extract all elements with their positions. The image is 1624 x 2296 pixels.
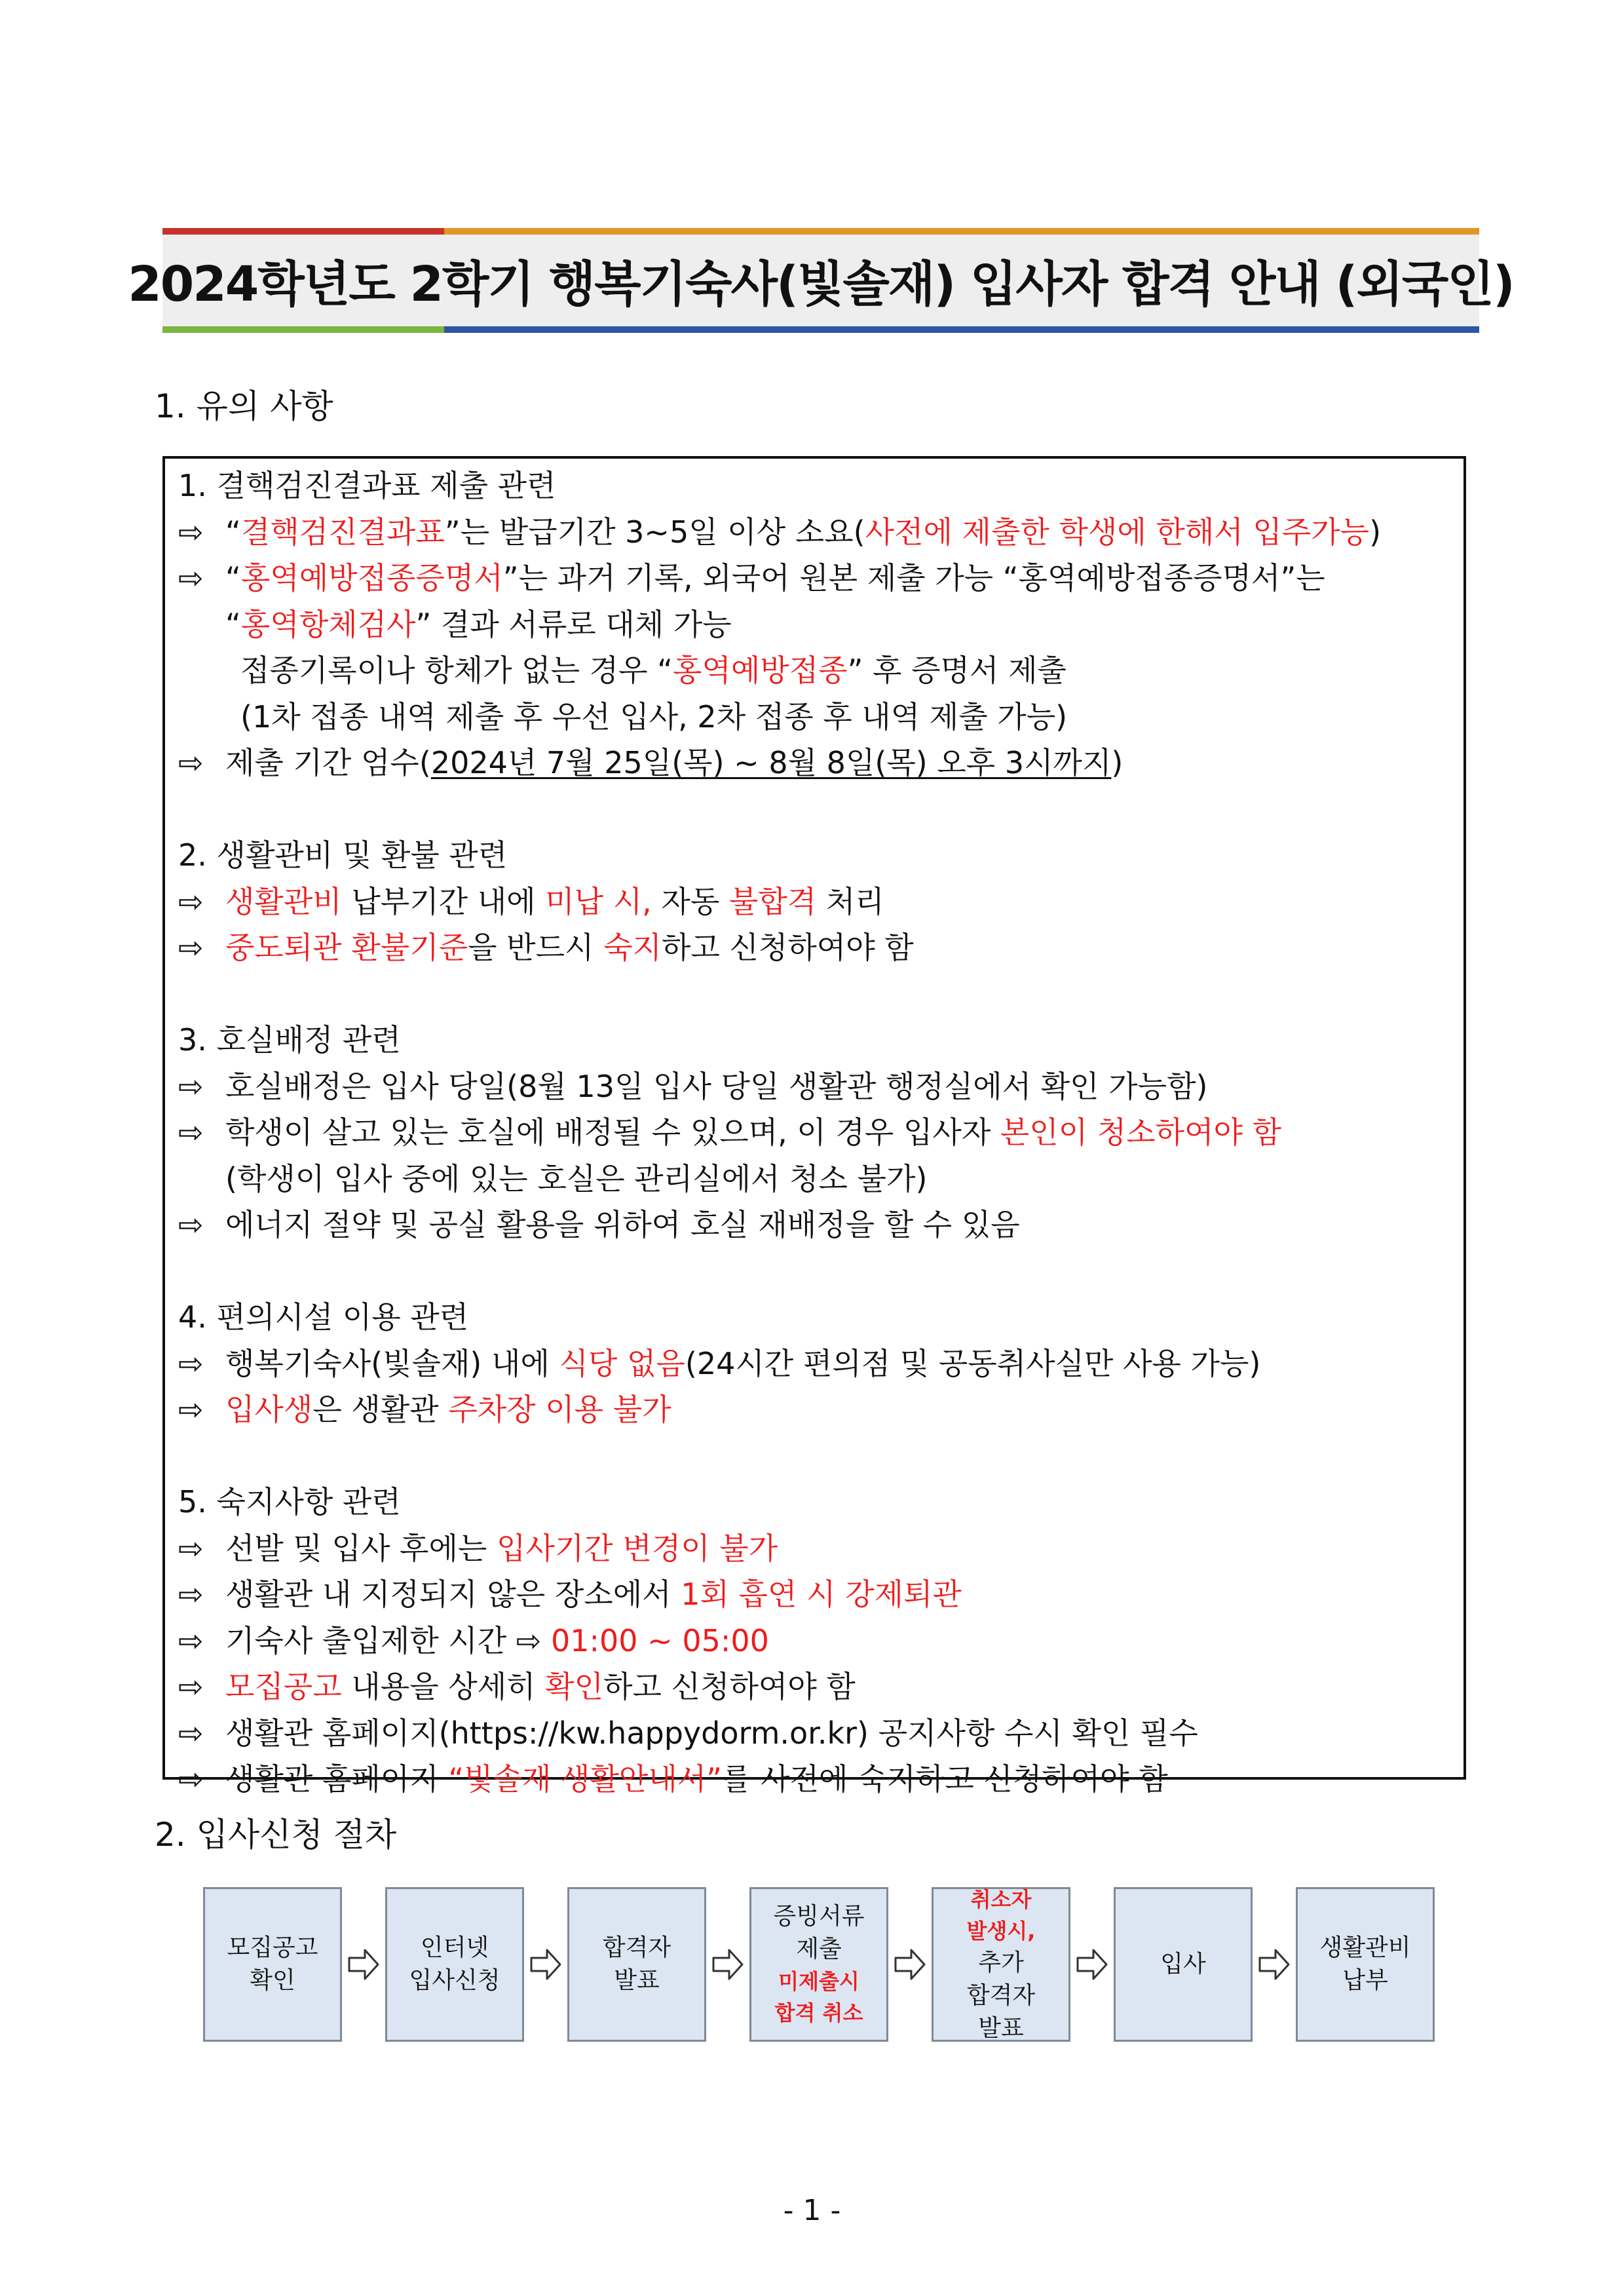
flow-step-label: 확인 (250, 1967, 295, 1994)
notice-text: 기숙사 출입제한 시간 ⇨ (225, 1622, 551, 1658)
notice-text: ” 후 증명서 제출 (847, 653, 1067, 688)
notice-text: ) (1111, 745, 1124, 780)
notice-text: (1차 접종 내역 제출 후 우선 입사, 2차 접종 후 내역 제출 가능) (240, 698, 1068, 735)
notice-line (178, 879, 1381, 925)
notice-line (178, 1618, 1381, 1664)
flow-step-label: 미제출시 (778, 1969, 859, 1994)
flow-step-label: 합격자 (966, 1982, 1036, 2009)
notice-text: 1. 결핵검진결과표 제출 관련 (178, 468, 556, 503)
notice-text: 불합격 (728, 883, 817, 919)
notice-line (178, 832, 1381, 879)
right-arrow-icon: ⇨ (178, 1115, 204, 1150)
right-arrow-icon: ⇨ (178, 1345, 204, 1381)
flow-step-label: 납부 (1342, 1967, 1388, 1994)
flow-step-label: 발생시, (966, 1919, 1036, 1943)
notice-text: ”는 과거 기록, 외국어 원본 제출 가능 “홍역예방접종증명서”는 (502, 560, 1325, 596)
notice-text: 식당 없음 (559, 1345, 685, 1381)
flow-step (1296, 1887, 1435, 2042)
notice-text: 생활관 홈페이지 (225, 1761, 449, 1797)
notice-text: 홍역예방접종증명서 (240, 560, 503, 596)
notice-line (178, 555, 1381, 602)
notice-text: 은 생활관 (312, 1392, 449, 1427)
flow-arrow-icon (1076, 1945, 1108, 1984)
notice-text: “ (225, 560, 241, 596)
right-arrow-icon: ⇨ (178, 1068, 204, 1104)
notice-text: 접종기록이나 항체가 없는 경우 “ (240, 653, 673, 688)
notice-text: 1회 흡연 시 강제퇴관 (681, 1577, 962, 1612)
notice-text: 5. 숙지사항 관련 (178, 1484, 401, 1520)
notice-text: 4. 편의시설 이용 관련 (178, 1299, 469, 1335)
notice-text: 에너지 절약 및 공실 활용을 위하여 호실 재배정을 할 수 있음 (225, 1207, 1020, 1242)
right-arrow-icon: ⇨ (178, 514, 204, 550)
notice-text: ) (1369, 514, 1382, 550)
notice-blank-line (178, 786, 1381, 833)
notice-text: 01:00 ~ 05:00 (550, 1622, 769, 1658)
notice-text: 호실배정은 입사 당일(8월 13일 입사 당일 생활관 행정실에서 확인 가능함) (225, 1068, 1208, 1104)
notice-text: 숙지 (603, 930, 662, 965)
flow-arrow-icon (347, 1945, 380, 1984)
application-flow (203, 1887, 1448, 2042)
notice-text: 2. 생활관비 및 환불 관련 (178, 837, 508, 873)
notice-text: 모집공고 (225, 1669, 342, 1704)
notice-line (178, 1664, 1381, 1710)
notice-text: 홍역예방접종 (673, 653, 848, 688)
notice-text: 행복기숙사(빛솔재) 내에 (225, 1345, 559, 1381)
notice-line (178, 1756, 1381, 1803)
notice-text: “빛솔재 생활안내서” (448, 1761, 723, 1797)
notice-text: ”는 발급기간 3~5일 이상 소요( (444, 514, 865, 550)
notice-text: 납부기간 내에 (341, 883, 546, 919)
section2-heading: 2. 입사신청 절차 (155, 1816, 397, 1854)
flow-step-label: 입사 (1160, 1951, 1206, 1978)
notice-text: 본인이 청소하여야 함 (1000, 1115, 1282, 1150)
notice-line (178, 1479, 1381, 1525)
flow-step (385, 1887, 524, 2042)
notice-text: 3. 호실배정 관련 (178, 1022, 401, 1058)
right-arrow-icon: ⇨ (178, 1761, 204, 1797)
flow-step-label: 합격자 (602, 1934, 671, 1961)
right-arrow-icon: ⇨ (178, 1669, 204, 1704)
notice-line (178, 1063, 1381, 1110)
flow-step-label: 추가 (978, 1949, 1024, 1976)
notice-text: 확인 (545, 1669, 604, 1704)
notice-text: 사전에 제출한 학생에 한해서 입주가능 (865, 514, 1370, 550)
notice-text: 생활관 내 지정되지 않은 장소에서 (225, 1577, 681, 1612)
notice-line (178, 1710, 1381, 1757)
notice-text: “ (225, 606, 241, 642)
flow-step-label: 취소자 (970, 1887, 1032, 1912)
notice-line (178, 1017, 1381, 1063)
notice-text: 제출 기간 엄수( (225, 745, 431, 780)
flow-arrow-icon (894, 1945, 926, 1984)
notice-line (178, 463, 1381, 509)
title-bottom-bar (162, 326, 1479, 333)
flow-step (749, 1887, 888, 2042)
notice-text: “ (225, 514, 241, 550)
notice-line (178, 925, 1381, 971)
page-number: - 1 - (783, 2194, 841, 2227)
notice-text: 2024년 7월 25일(목) ~ 8월 8일(목) 오후 3시까지 (430, 745, 1112, 780)
right-arrow-icon: ⇨ (178, 1207, 204, 1242)
flow-arrow-icon (529, 1945, 562, 1984)
notice-line (178, 1202, 1381, 1248)
notice-line (178, 509, 1381, 556)
notice-line (178, 1156, 1381, 1202)
flow-step-label: 발표 (978, 2015, 1024, 2042)
notice-line (178, 1571, 1381, 1618)
notice-text: 처리 (816, 883, 884, 919)
title-top-bar (162, 228, 1479, 235)
flow-step-label: 모집공고 (227, 1934, 318, 1961)
notice-line (178, 1387, 1381, 1433)
flow-step (932, 1887, 1070, 2042)
right-arrow-icon: ⇨ (178, 1530, 204, 1566)
right-arrow-icon: ⇨ (178, 1577, 204, 1612)
notice-text: 미납 시, (545, 883, 652, 919)
notice-text: 내용을 상세히 (341, 1669, 546, 1704)
flow-step (567, 1887, 706, 2042)
notice-text: 입사기간 변경이 불가 (496, 1530, 778, 1566)
page-title: 2024학년도 2학기 행복기숙사(빛솔재) 입사자 합격 안내 (외국인) (128, 256, 1514, 313)
notice-line (178, 1525, 1381, 1572)
notice-text: 하고 신청하여야 함 (662, 930, 914, 965)
notice-blank-line (178, 971, 1381, 1018)
notice-line (178, 740, 1381, 786)
notice-line (178, 602, 1381, 648)
notice-line (178, 1109, 1381, 1156)
notice-text: 을 반드시 (468, 930, 604, 965)
right-arrow-icon: ⇨ (178, 1715, 204, 1751)
notice-text: 홍역항체검사 (240, 606, 416, 642)
section1-heading: 1. 유의 사항 (155, 387, 333, 425)
flow-step-label: 증빙서류 (773, 1903, 865, 1930)
right-arrow-icon: ⇨ (178, 1622, 204, 1658)
right-arrow-icon: ⇨ (178, 560, 204, 596)
notice-text: 를 사전에 숙지하고 신청하여야 함 (722, 1761, 1168, 1797)
right-arrow-icon: ⇨ (178, 883, 204, 919)
notice-blank-line (178, 1248, 1381, 1295)
flow-step-label: 입사신청 (409, 1967, 500, 1994)
notice-text: 입사생 (225, 1392, 313, 1427)
flow-step (203, 1887, 342, 2042)
flow-step-label: 생활관비 (1319, 1934, 1411, 1961)
notice-text: 생활관 홈페이지(https://kw.happydorm.or.kr) 공지사항 수시 확인 필수 (225, 1715, 1198, 1751)
notice-lines (178, 463, 1381, 1803)
notice-line (178, 1341, 1381, 1387)
right-arrow-icon: ⇨ (178, 930, 204, 965)
flow-step-label: 합격 취소 (774, 2000, 863, 2025)
flow-step (1114, 1887, 1253, 2042)
notice-text: 주차장 이용 불가 (448, 1392, 671, 1427)
notice-line (178, 694, 1381, 740)
right-arrow-icon: ⇨ (178, 1392, 204, 1427)
notice-text: (학생이 입사 중에 있는 호실은 관리실에서 청소 불가) (225, 1160, 928, 1196)
notice-blank-line (178, 1433, 1381, 1480)
title-banner (128, 228, 1514, 333)
flow-step-label: 제출 (796, 1936, 842, 1962)
notice-line (178, 1294, 1381, 1341)
flow-step-label: 인터넷 (420, 1934, 489, 1961)
notice-text: 선발 및 입사 후에는 (225, 1530, 497, 1566)
notice-text: 중도퇴관 환불기준 (225, 930, 468, 965)
notice-text: 학생이 살고 있는 호실에 배정될 수 있으며, 이 경우 입사자 (225, 1115, 1000, 1150)
right-arrow-icon: ⇨ (178, 745, 204, 780)
flow-arrow-icon (711, 1945, 744, 1984)
notice-box (162, 456, 1466, 1797)
flow-arrow-icon (1258, 1945, 1291, 1984)
notice-text: 하고 신청하여야 함 (603, 1669, 856, 1704)
title-background (128, 235, 1514, 326)
notice-text: 결핵검진결과표 (240, 514, 445, 550)
notice-line (178, 647, 1381, 694)
notice-text: (24시간 편의점 및 공동취사실만 사용 가능) (685, 1345, 1261, 1381)
notice-text: 자동 (651, 883, 729, 919)
notice-text: ” 결과 서류로 대체 가능 (415, 606, 732, 642)
notice-text: 생활관비 (225, 883, 342, 919)
flow-step-label: 발표 (614, 1967, 660, 1994)
